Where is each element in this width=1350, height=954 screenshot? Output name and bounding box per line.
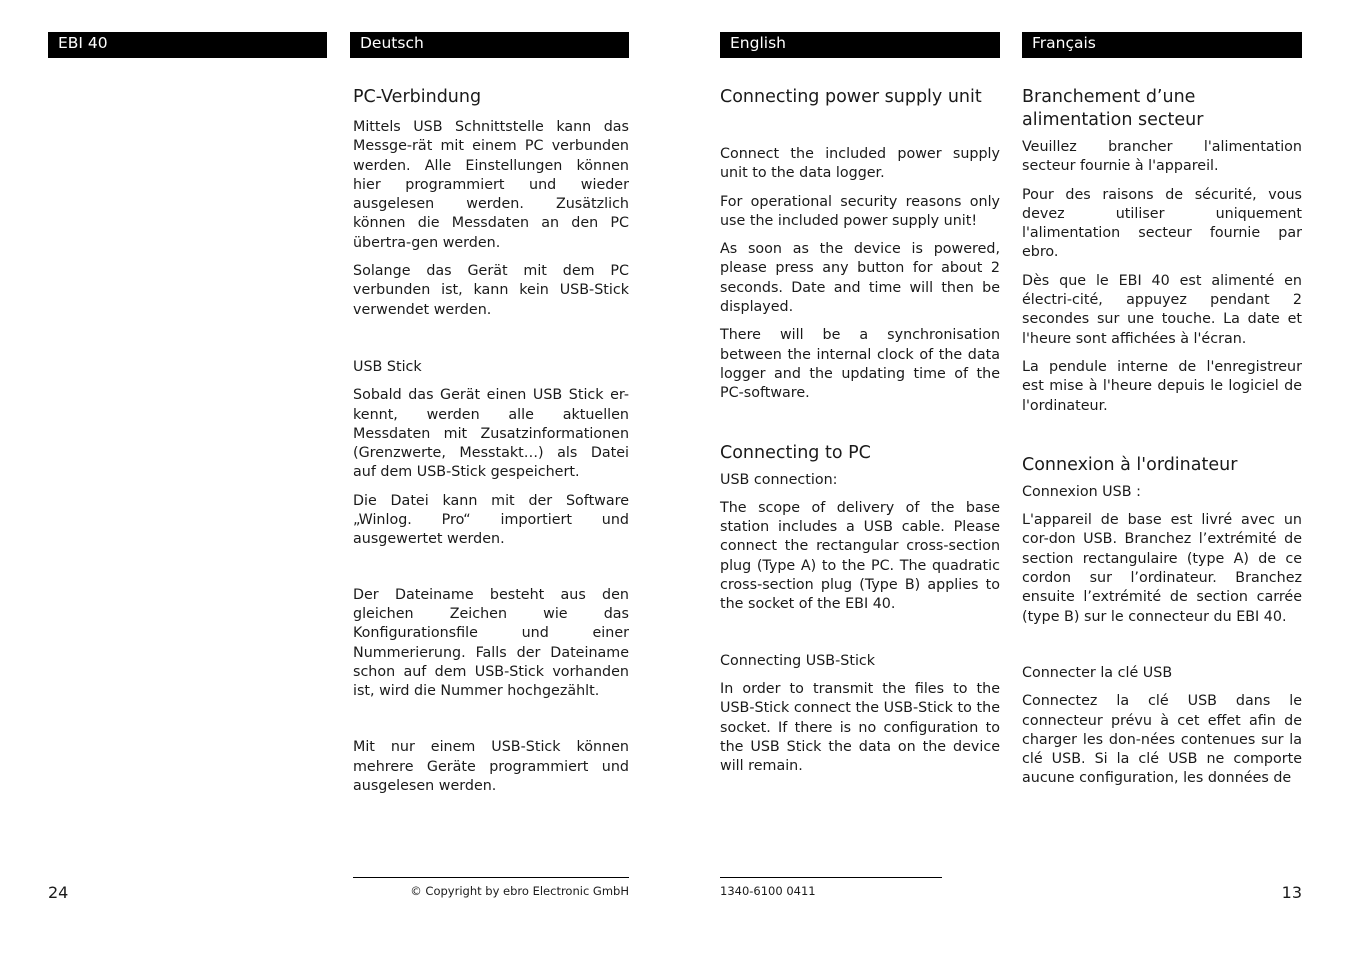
paragraph: Dès que le EBI 40 est alimenté en électri-cité, appuyez pendant 2 secondes sur une touche. La date et l'heure sont affichées à l'écran. xyxy=(1022,272,1302,347)
paragraph: For operational security reasons only use the included power supply unit! xyxy=(720,193,1000,229)
heading-pc-verbindung: PC-Verbindung xyxy=(353,87,482,107)
paragraph: There will be a synchronisation between the internal clock of the data logger and the updating time of the PC-software. xyxy=(720,327,1000,402)
footer-rule-right xyxy=(720,877,942,878)
page-number-left: 24 xyxy=(48,883,69,902)
subheading-usb-stick: USB Stick xyxy=(353,358,422,375)
header-bar-deutsch xyxy=(350,32,629,58)
heading-connecting-power-supply: Connecting power supply unit xyxy=(720,87,982,107)
paragraph: Connect the included power supply unit to the data logger. xyxy=(720,146,1000,182)
page-number-right: 13 xyxy=(1281,883,1302,902)
paragraph: As soon as the device is powered, please press any button for about 2 seconds. Date and time will then be displayed. xyxy=(720,241,1000,316)
paragraph: The scope of delivery of the base station includes a USB cable. Please connect the rectangular cross-section plug (Type A) to the PC. The quadratic cross-section plug (Type B) applies to the socket of the EBI 40. xyxy=(720,499,1000,613)
subheading-connecting-usb-stick: Connecting USB-Stick xyxy=(720,652,876,669)
subheading-connexion-usb: Connexion USB : xyxy=(1022,483,1141,500)
language-label-deutsch: Deutsch xyxy=(360,34,424,52)
paragraph: Sobald das Gerät einen USB Stick er-kennt, werden alle aktuellen Messdaten mit Zusatzinformationen (Grenzwerte, Messtakt…) als Datei auf dem USB-Stick gespeichert. xyxy=(353,387,629,481)
paragraph: In order to transmit the files to the USB-Stick connect the USB-Stick to the socket. If there is no configuration to the USB Stick the data on the device will remain. xyxy=(720,680,1000,775)
copyright-text: © Copyright by ebro Electronic GmbH xyxy=(410,884,629,898)
document-number: 1340-6100 0411 xyxy=(720,884,816,898)
paragraph: Die Datei kann mit der Software „Winlog. Pro“ importiert und ausgewertet werden. xyxy=(353,492,629,548)
column-english xyxy=(720,86,1000,776)
paragraph: Pour des raisons de sécurité, vous devez utiliser uniquement l'alimentation secteur fournie par ebro. xyxy=(1022,186,1302,261)
footer-rule-left xyxy=(353,877,629,878)
paragraph: Solange das Gerät mit dem PC verbunden ist, kann kein USB-Stick verwendet werden. xyxy=(353,263,629,318)
heading-connexion-ordinateur: Connexion à l'ordinateur xyxy=(1022,454,1238,475)
language-label-english: English xyxy=(730,34,786,52)
header-bar-english xyxy=(720,32,1000,58)
heading-connecting-to-pc: Connecting to PC xyxy=(720,442,871,463)
paragraph: Mit nur einem USB-Stick können mehrere Geräte programmiert und ausgelesen werden. xyxy=(353,739,629,795)
header-bar-model xyxy=(48,32,327,58)
subheading-usb-connection: USB connection: xyxy=(720,471,838,488)
heading-branchement-alimentation: Branchement d’une alimentation secteur xyxy=(1022,87,1204,130)
paragraph: Veuillez brancher l'alimentation secteur fournie à l'appareil. xyxy=(1022,139,1302,175)
column-deutsch xyxy=(353,86,629,796)
paragraph: Connectez la clé USB dans le connecteur prévu à cet effet afin de charger les don-nées contenues sur la clé USB. Si la clé USB ne comporte aucune configuration, les données de xyxy=(1022,693,1302,787)
model-label: EBI 40 xyxy=(58,34,108,52)
paragraph: La pendule interne de l'enregistreur est mise à l'heure depuis le logiciel de l'ordinateur. xyxy=(1022,358,1302,414)
paragraph: Der Dateiname besteht aus den gleichen Zeichen wie das Konfigurationsfile und einer Nummerierung. Falls der Dateiname schon auf dem USB-Stick vorhanden ist, wird die Nummer hochgezählt. xyxy=(353,586,629,700)
header-bar-francais xyxy=(1022,32,1302,58)
paragraph: L'appareil de base est livré avec un cor-don USB. Branchez l’extrémité de section rectangulaire (type A) de ce cordon sur l’ordinateur. Branchez ensuite l’extrémité de section carrée (type B) sur le connecteur du EBI 40. xyxy=(1022,512,1302,625)
language-label-francais: Français xyxy=(1032,34,1096,52)
paragraph: Mittels USB Schnittstelle kann das Messge-rät mit einem PC verbunden werden. Alle Einstellungen können hier programmiert und wieder ausgelesen werden. Zusätzlich können die Messdaten an den PC übertra-gen werden. xyxy=(353,119,629,251)
column-francais xyxy=(1022,86,1302,789)
subheading-connecter-cle-usb: Connecter la clé USB xyxy=(1022,664,1173,681)
